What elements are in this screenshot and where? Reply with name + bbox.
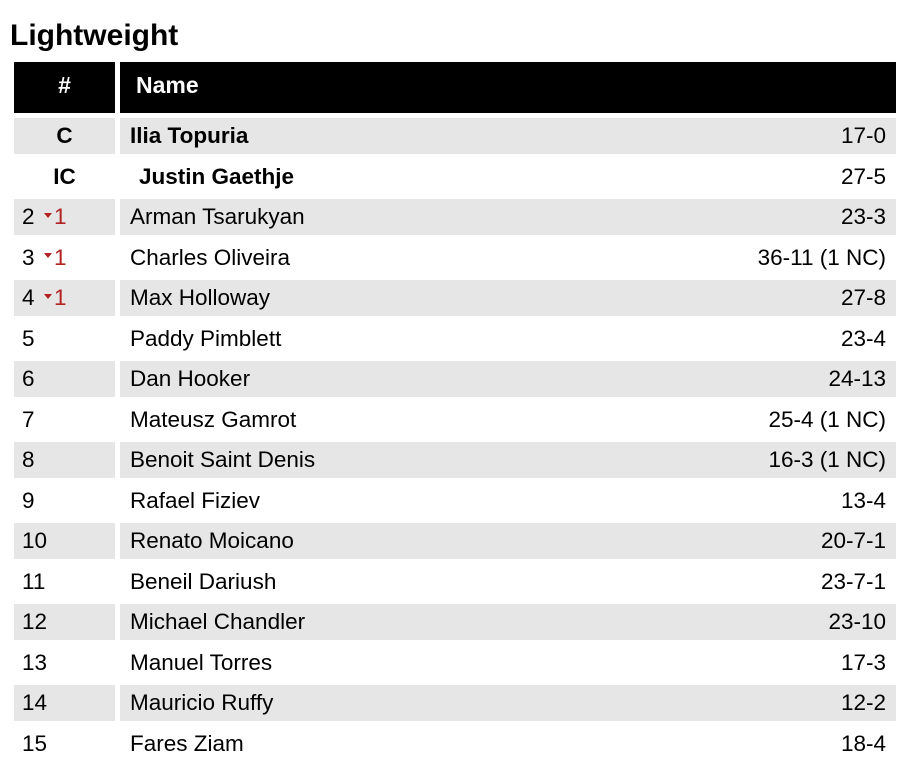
name-cell xyxy=(120,726,896,762)
fighter-record: 20-7-1 xyxy=(820,528,886,553)
table-row[interactable] xyxy=(14,240,896,281)
table-row[interactable] xyxy=(14,604,896,645)
table-row[interactable] xyxy=(14,483,896,524)
rank-cell xyxy=(14,442,115,478)
name-cell xyxy=(120,685,896,721)
fighter-name-link[interactable]: Paddy Pimblett xyxy=(130,325,282,351)
rank-change-value: 1 xyxy=(54,204,67,229)
rank-cell xyxy=(14,645,115,681)
fighter-record: 27-8 xyxy=(840,285,886,310)
fighter-record: 36-11 (1 NC) xyxy=(757,244,886,270)
table-row[interactable] xyxy=(14,280,896,321)
fighter-record: 16-3 (1 NC) xyxy=(768,447,886,472)
fighter-record: 12-2 xyxy=(840,690,886,715)
name-cell xyxy=(120,199,896,235)
fighter-name-link[interactable]: Michael Chandler xyxy=(130,609,306,634)
rank-cell xyxy=(14,240,115,276)
rank-cell xyxy=(14,564,115,600)
down-arrow-icon xyxy=(44,253,52,258)
name-cell xyxy=(120,118,896,154)
rank-cell xyxy=(14,321,115,357)
rank-change xyxy=(44,199,67,235)
name-cell xyxy=(120,483,896,519)
fighter-name-link[interactable]: Mauricio Ruffy xyxy=(130,690,274,715)
fighter-name-link[interactable]: Mateusz Gamrot xyxy=(130,406,297,432)
name-cell xyxy=(120,523,896,559)
rank-change xyxy=(44,240,67,276)
rank-label: 5 xyxy=(22,325,35,351)
rank-change-value: 1 xyxy=(54,244,67,270)
rank-label: 13 xyxy=(22,649,48,675)
table-row[interactable] xyxy=(14,199,896,240)
column-header-rank[interactable]: # xyxy=(14,62,115,113)
rank-label: 2 xyxy=(22,204,35,229)
rank-cell xyxy=(14,685,115,721)
rank-cell xyxy=(14,199,115,235)
column-header-name[interactable]: Name xyxy=(120,62,896,113)
name-cell xyxy=(120,280,896,316)
name-cell xyxy=(120,240,896,276)
rank-cell xyxy=(14,280,115,316)
fighter-name-link[interactable]: Rafael Fiziev xyxy=(130,487,261,513)
rank-cell xyxy=(14,726,115,762)
fighter-record: 24-13 xyxy=(828,366,886,391)
rank-change xyxy=(44,280,67,316)
rank-cell xyxy=(14,159,115,195)
rank-label: 10 xyxy=(22,528,48,553)
table-row[interactable] xyxy=(14,442,896,483)
rank-cell xyxy=(14,118,115,154)
fighter-record: 23-7-1 xyxy=(820,568,886,594)
fighter-record: 23-10 xyxy=(828,609,886,634)
table-row[interactable] xyxy=(14,159,896,200)
fighter-name-link[interactable]: Beneil Dariush xyxy=(130,568,277,594)
fighter-record: 17-3 xyxy=(840,649,886,675)
table-row[interactable] xyxy=(14,523,896,564)
rank-label: C xyxy=(56,123,73,148)
rank-label: 6 xyxy=(22,366,35,391)
fighter-record: 18-4 xyxy=(840,730,886,756)
fighter-name-link[interactable]: Manuel Torres xyxy=(130,649,273,675)
rank-cell xyxy=(14,604,115,640)
fighter-name-link[interactable]: Charles Oliveira xyxy=(130,244,291,270)
fighter-record: 23-4 xyxy=(840,325,886,351)
name-cell xyxy=(120,645,896,681)
name-cell xyxy=(120,564,896,600)
table-row[interactable] xyxy=(14,321,896,362)
fighter-record: 13-4 xyxy=(840,487,886,513)
fighter-name-link[interactable]: Justin Gaethje xyxy=(139,163,295,189)
fighter-record: 25-4 (1 NC) xyxy=(768,406,886,432)
rank-change-value: 1 xyxy=(54,285,67,310)
rank-label: IC xyxy=(53,163,76,189)
name-cell xyxy=(120,442,896,478)
fighter-name-link[interactable]: Max Holloway xyxy=(130,285,271,310)
fighter-name-link[interactable]: Fares Ziam xyxy=(130,730,244,756)
rank-cell xyxy=(14,483,115,519)
fighter-name-link[interactable]: Arman Tsarukyan xyxy=(130,204,305,229)
table-header xyxy=(14,62,896,113)
rank-label: 8 xyxy=(22,447,35,472)
fighter-name-link[interactable]: Ilia Topuria xyxy=(130,123,249,148)
fighter-name-link[interactable]: Benoit Saint Denis xyxy=(130,447,316,472)
rank-label: 4 xyxy=(22,285,35,310)
table-row[interactable] xyxy=(14,402,896,443)
rank-label: 14 xyxy=(22,690,48,715)
rank-label: 12 xyxy=(22,609,48,634)
fighter-record: 27-5 xyxy=(840,163,886,189)
name-cell xyxy=(120,159,896,195)
rank-cell xyxy=(14,402,115,438)
table-row[interactable] xyxy=(14,361,896,402)
page-title: Lightweight xyxy=(10,19,179,52)
fighter-record: 17-0 xyxy=(840,123,886,148)
name-cell xyxy=(120,604,896,640)
name-cell xyxy=(120,321,896,357)
table-row[interactable] xyxy=(14,118,896,159)
rank-label: 3 xyxy=(22,244,35,270)
name-cell xyxy=(120,402,896,438)
rank-label: 11 xyxy=(22,568,46,594)
rank-label: 15 xyxy=(22,730,48,756)
fighter-name-link[interactable]: Renato Moicano xyxy=(130,528,294,553)
down-arrow-icon xyxy=(44,213,52,218)
table-row[interactable] xyxy=(14,564,896,605)
rank-label: 7 xyxy=(22,406,35,432)
rank-label: 9 xyxy=(22,487,35,513)
fighter-name-link[interactable]: Dan Hooker xyxy=(130,366,251,391)
rank-cell xyxy=(14,361,115,397)
down-arrow-icon xyxy=(44,294,52,299)
table-row[interactable] xyxy=(14,685,896,726)
table-row[interactable] xyxy=(14,645,896,686)
rankings-table xyxy=(14,62,896,766)
rank-cell xyxy=(14,523,115,559)
table-row[interactable] xyxy=(14,726,896,767)
fighter-record: 23-3 xyxy=(840,204,886,229)
name-cell xyxy=(120,361,896,397)
